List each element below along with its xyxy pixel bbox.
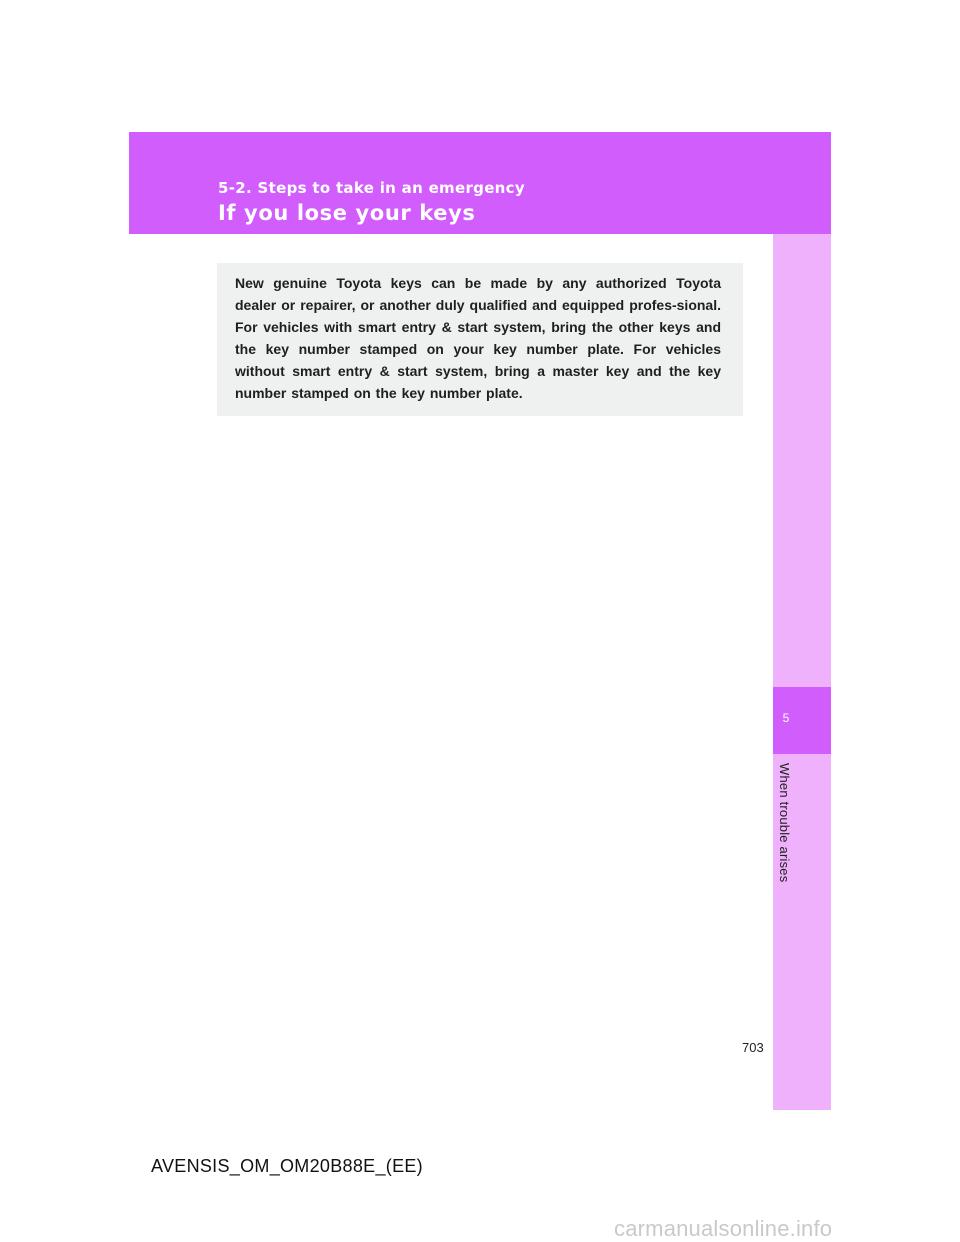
- note-box: [217, 263, 743, 416]
- chapter-side-tab: [773, 234, 831, 1110]
- chapter-number-box: [773, 687, 831, 754]
- page-number: 703: [742, 1040, 764, 1055]
- watermark: carmanualsonline.info: [614, 1216, 833, 1241]
- note-text: New genuine Toyota keys can be made by any authorized Toyota dealer or repairer, or another duly qualified and equipped profes-sional. For vehicles with smart entry & start system, bring the other keys and the key number stamped on your key number plate. For vehicles without smart entry & start system, bring a master key and the key number stamped on the key number plate.: [235, 275, 721, 401]
- page-title: If you lose your keys: [218, 201, 476, 225]
- document-id: AVENSIS_OM_OM20B88E_(EE): [151, 1156, 423, 1176]
- section-label: 5-2. Steps to take in an emergency: [218, 179, 525, 197]
- chapter-number: 5: [782, 711, 790, 725]
- chapter-label: When trouble arises: [777, 763, 792, 883]
